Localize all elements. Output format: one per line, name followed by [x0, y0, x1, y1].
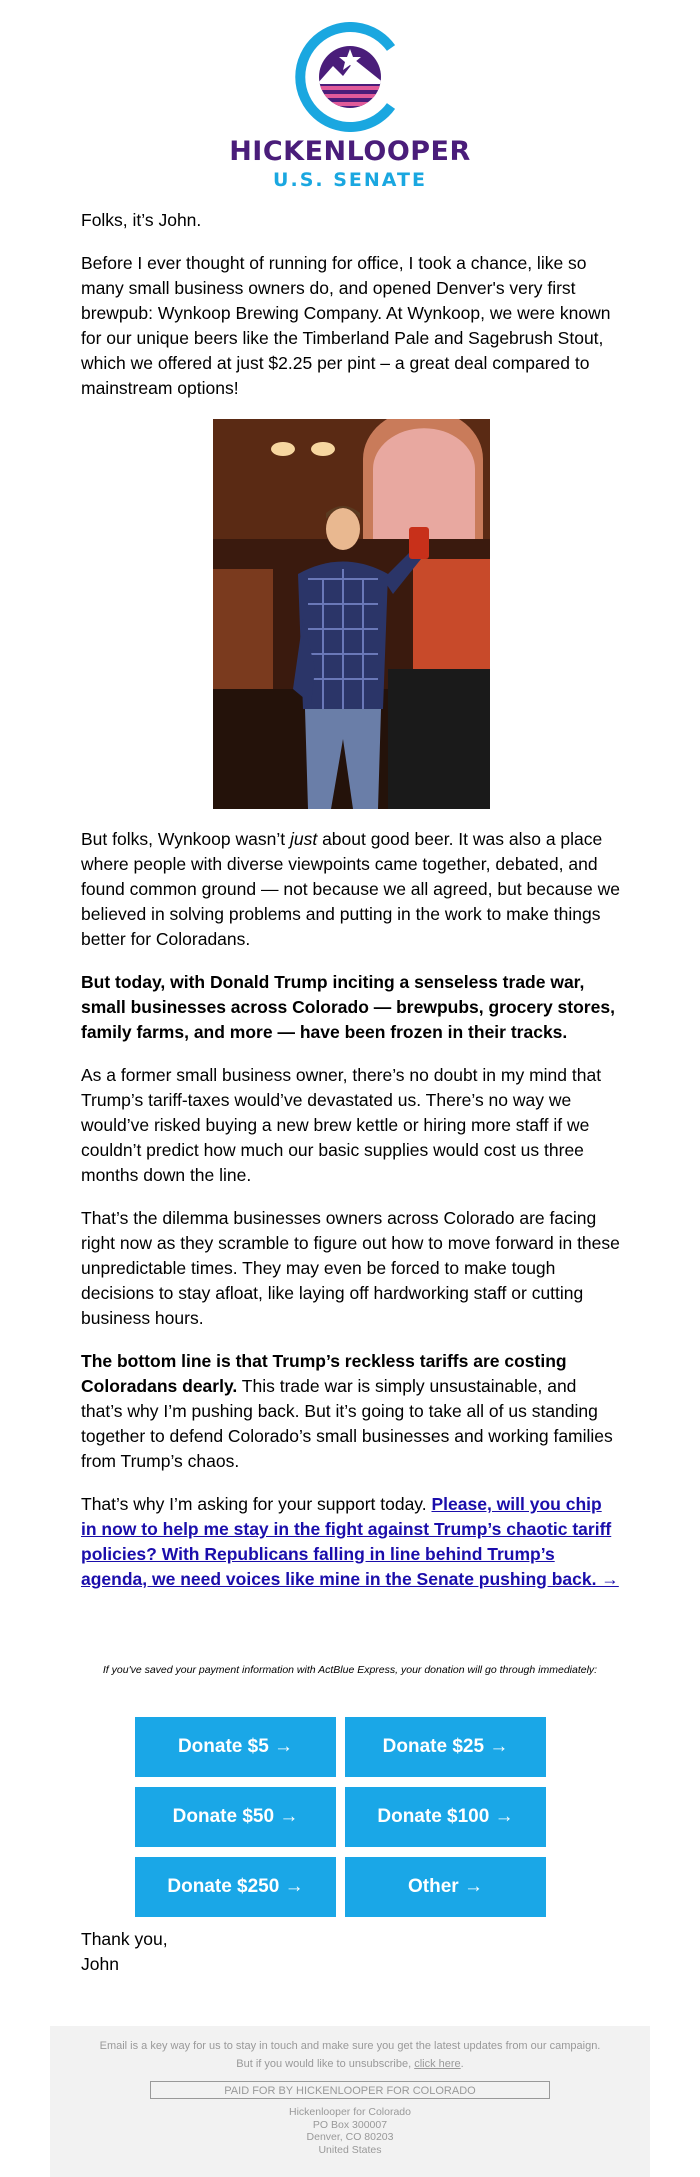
signoff-name: John — [81, 1954, 119, 1974]
paid-for-disclaimer: PAID FOR BY HICKENLOOPER FOR COLORADO — [150, 2081, 550, 2099]
email-footer — [50, 2026, 650, 2177]
paragraph-bottom-line: The bottom line is that Trump’s reckless tariffs are costing Coloradans dearly. This trade war is simply unsustainable, and that’s why I’m pushing back. But it’s going to take all of us standing together to defend Colorado’s small businesses and working families from Trump’s chaos. — [81, 1351, 613, 1471]
chip-in-link[interactable]: Please, will you chip in now to help me stay in the fight against Trump’s chaotic tariff policies? With Republicans falling in line behind Trump’s agenda, we need voices like mine in the Senate pushing back. → — [81, 1494, 619, 1589]
paragraph-ask: That’s why I’m asking for your support today. Please, will you chip in now to help me stay in the fight against Trump’s chaotic tariff policies? With Republicans falling in line behind Trump’s agenda, we need voices like mine in the Senate pushing back. → — [81, 1494, 619, 1589]
paragraph-tariff-taxes: As a former small business owner, there’s no doubt in my mind that Trump’s tariff-taxes would’ve devastated us. There’s no way we would’ve risked buying a new brew kettle or hiring more staff if we couldn’t predict how much our basic supplies would cost us three months down the line. — [81, 1065, 602, 1185]
donate-25-button[interactable]: Donate $25 → — [345, 1717, 546, 1777]
campaign-logo — [0, 22, 700, 192]
signoff — [81, 1927, 621, 1977]
wynkoop-photo — [213, 419, 490, 809]
paragraph-dilemma: That’s the dilemma businesses owners across Colorado are facing right now as they scramble to figure out how to move forward in these unpredictable times. They may even be forced to make tough decisions to stay afloat, like laying off hardworking staff or cutting business hours. — [81, 1208, 620, 1328]
unsubscribe-link[interactable]: click here — [414, 2058, 461, 2070]
paragraph-trade-war: But today, with Donald Trump inciting a senseless trade war, small businesses across Colorado — brewpubs, grocery stores, family farms, and more — have been frozen in their tracks. — [81, 972, 615, 1042]
donate-5-button[interactable]: Donate $5 → — [135, 1717, 336, 1777]
donate-other-button[interactable]: Other → — [345, 1857, 546, 1917]
actblue-express-note: If you've saved your payment information with ActBlue Express, your donation will go through immediately: — [102, 1664, 598, 1676]
donate-250-button[interactable]: Donate $250 → — [135, 1857, 336, 1917]
greeting: Folks, it’s John. — [81, 210, 202, 230]
photo-container — [81, 419, 621, 809]
donate-100-button[interactable]: Donate $100 → — [345, 1787, 546, 1847]
footer-unsubscribe-line: But if you would like to unsubscribe, click here. — [236, 2058, 464, 2070]
logo-emblem-icon — [295, 22, 405, 132]
footer-email-note: Email is a key way for us to stay in touch and make sure you get the latest updates from our campaign. — [99, 2040, 601, 2052]
letter-body — [81, 208, 621, 1610]
donate-50-button[interactable]: Donate $50 → — [135, 1787, 336, 1847]
signoff-thanks: Thank you, — [81, 1929, 168, 1949]
logo-name: HICKENLOOPER — [229, 136, 471, 167]
mailing-address: Hickenlooper for Colorado PO Box 300007 Denver, CO 80203 United States — [289, 2106, 411, 2156]
paragraph-common-ground: But folks, Wynkoop wasn’t just about good beer. It was also a place where people with diverse viewpoints came together, debated, and found common ground — not because we all agreed, but because we believed in solving problems and putting in the work to make things better for Coloradans. — [81, 829, 620, 949]
logo-subtitle: U.S. SENATE — [273, 169, 427, 191]
paragraph-brewpub-intro: Before I ever thought of running for office, I took a chance, like so many small business owners do, and opened Denver's very first brewpub: Wynkoop Brewing Company. At Wynkoop, we were known for our unique beers like the Timberland Pale and Sagebrush Stout, which we offered at just $2.25 per pint – a great deal compared to mainstream options! — [81, 253, 611, 398]
